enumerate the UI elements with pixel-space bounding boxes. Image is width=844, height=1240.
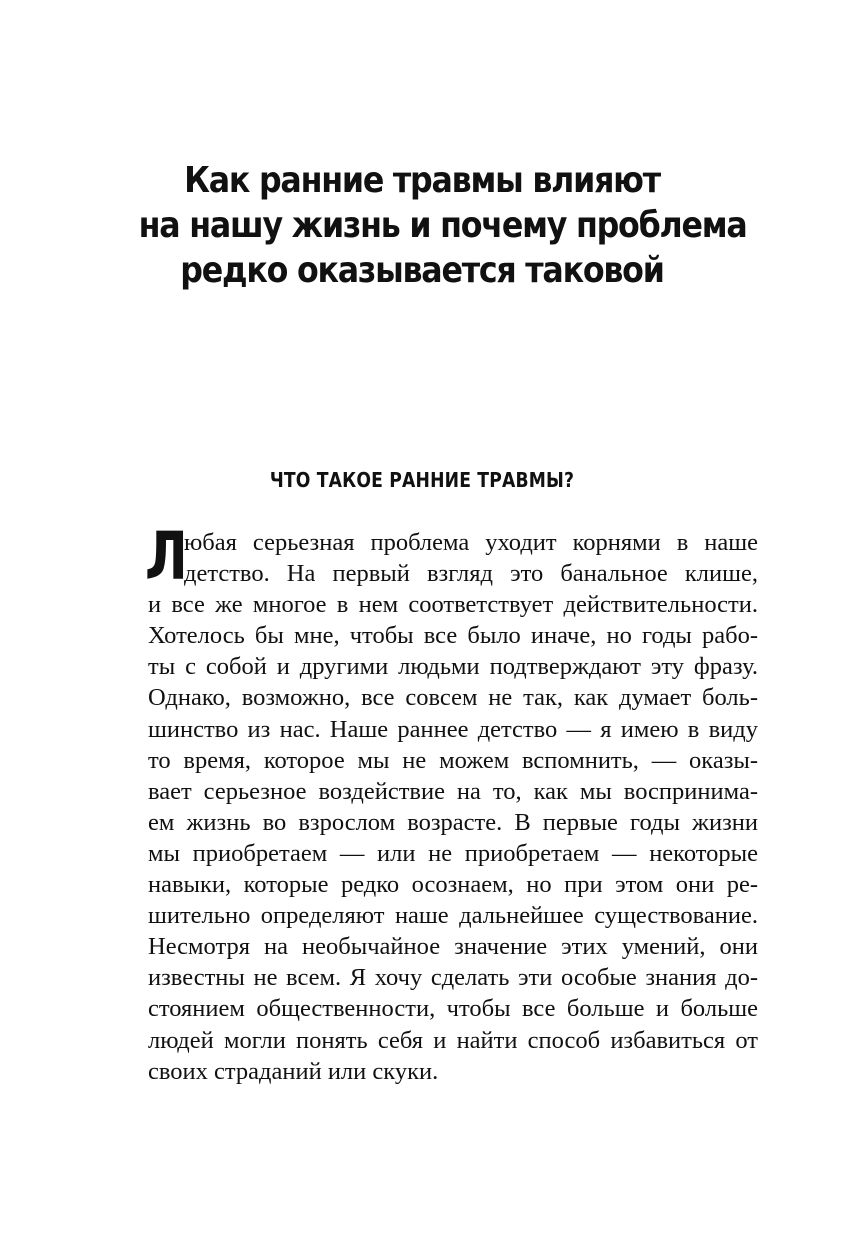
body-line: шинство из нас. Наше раннее детство — я имею в виду [148, 715, 758, 743]
section-heading: ЧТО ТАКОЕ РАННИЕ ТРАВМЫ? [269, 468, 575, 492]
chapter-title-line: Как ранние травмы влияют [184, 160, 660, 201]
body-line: ты с собой и другими людьми подтверждают эту фразу. [148, 653, 758, 681]
body-line: людей могли понять себя и найти способ избавиться от [148, 1026, 758, 1054]
body-paragraph [148, 527, 758, 1087]
chapter-title [138, 158, 747, 293]
body-line: вает серьезное воздействие на то, как мы воспринима- [148, 777, 758, 805]
body-line: своих страданий или скуки. [148, 1057, 439, 1085]
body-line: то время, которое мы не можем вспомнить, — оказы- [148, 746, 758, 774]
chapter-title-line: на нашу жизнь и почему проблема [138, 205, 747, 246]
body-line: ем жизнь во взрослом возрасте. В первые годы жизни [148, 808, 758, 836]
body-line: навыки, которые редко осознаем, но при этом они ре- [148, 871, 758, 899]
body-line: Несмотря на необычайное значение этих умений, они [148, 933, 758, 961]
drop-cap: Л [145, 518, 188, 595]
chapter-title-line: редко оказывается таковой [180, 250, 664, 291]
body-line: мы приобретаем — или не приобретаем — некоторые [148, 839, 758, 867]
body-line: Однако, возможно, все совсем не так, как думает боль- [148, 684, 758, 712]
body-line: известны не всем. Я хочу сделать эти особые знания до- [148, 964, 758, 992]
body-line: юбая серьезная проблема уходит корнями в наше [184, 529, 758, 556]
body-line: стоянием общественности, чтобы все больше и больше [148, 995, 758, 1023]
body-line: Хотелось бы мне, чтобы все было иначе, но годы рабо- [148, 622, 758, 650]
body-line: и все же многое в нем соответствует действительности. [148, 591, 758, 619]
body-line: шительно определяют наше дальнейшее существование. [148, 902, 758, 930]
body-line: детство. На первый взгляд это банальное клише, [184, 560, 758, 588]
